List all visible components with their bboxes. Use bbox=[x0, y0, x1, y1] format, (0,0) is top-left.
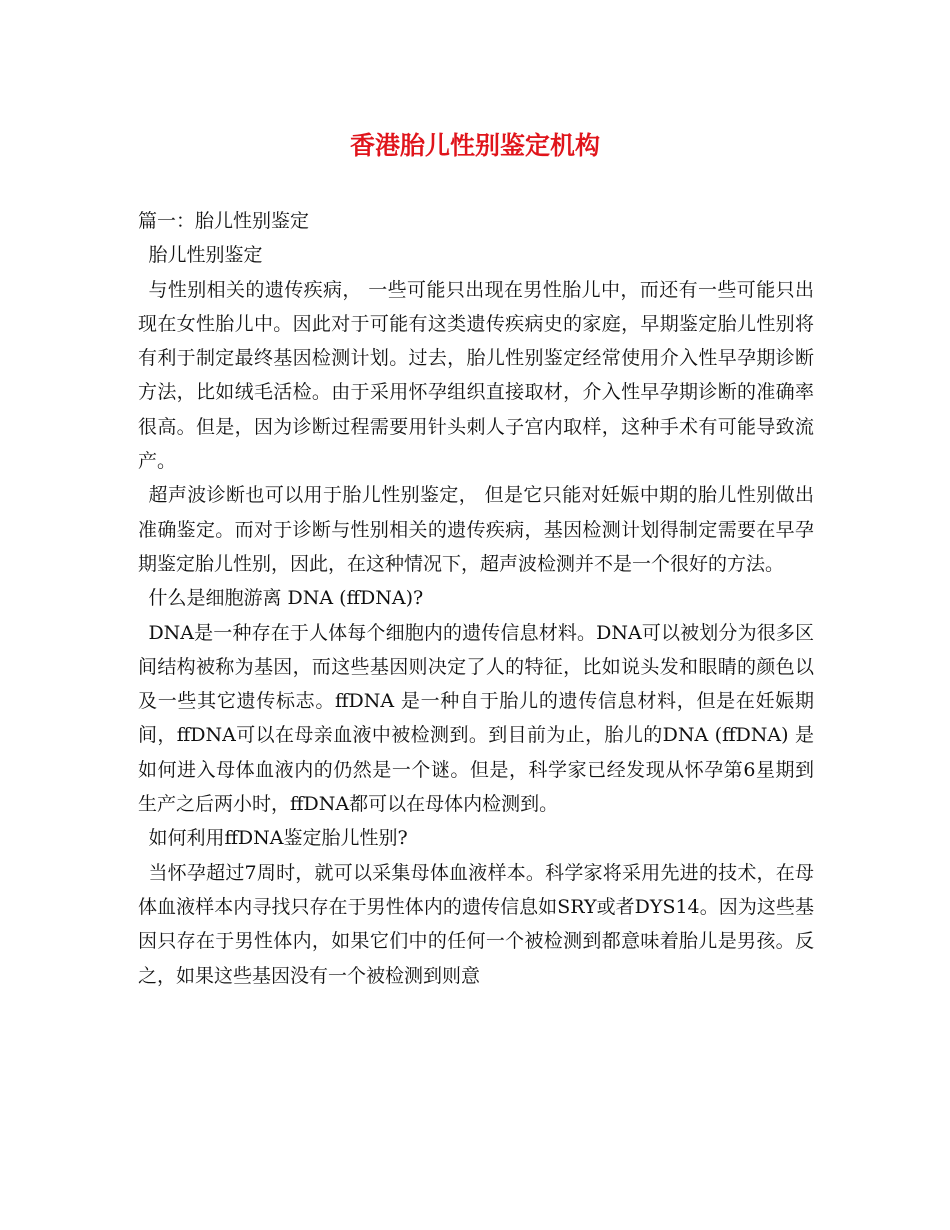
body-paragraph: 当怀孕超过7周时，就可以采集母体血液样本。科学家将采用先进的技术，在母体血液样本内寻找只存在于男性体内的遗传信息如SRY或者DYS14。因为这些基因只存在于男性体内，如果它们中的任何一个被检测到都意味着胎儿是男孩。反之，如果这些基因没有一个被检测到则意 bbox=[138, 861, 814, 987]
body-paragraph: DNA是一种存在于人体每个细胞内的遗传信息材料。DNA可以被划分为很多区间结构被称为基因，而这些基因则决定了人的特征，比如说头发和眼睛的颜色以及一些其它遗传标志。ffDNA 是一种自于胎儿的遗传信息材料，但是在妊娠期间，ffDNA可以在母亲血液中被检测到。到目前为止，胎儿的DNA (ffDNA) 是如何进入母体血液内的仍然是一个谜。但是，科学家已经发现从怀孕第6星期到生产之后两小时，ffDNA都可以在母体内检测到。 bbox=[138, 621, 814, 816]
question-heading: 如何利用ffDNA鉴定胎儿性别? bbox=[148, 827, 408, 850]
document-title: 香港胎儿性别鉴定机构 bbox=[349, 131, 600, 160]
subsection-heading: 胎儿性别鉴定 bbox=[148, 244, 263, 267]
document-body bbox=[138, 204, 814, 993]
question-heading: 什么是细胞游离 DNA (ffDNA)? bbox=[148, 587, 424, 610]
body-paragraph: 与性别相关的遗传疾病， 一些可能只出现在男性胎儿中，而还有一些可能只出现在女性胎儿中。因此对于可能有这类遗传疾病史的家庭，早期鉴定胎儿性别将有利于制定最终基因检测计划。过去，胎儿性别鉴定经常使用介入性早孕期诊断方法，比如绒毛活检。由于采用怀孕组织直接取材，介入性早孕期诊断的准确率很高。但是，因为诊断过程需要用针头刺人子宫内取样，这种手术有可能导致流产。 bbox=[138, 278, 814, 473]
body-paragraph: 超声波诊断也可以用于胎儿性别鉴定， 但是它只能对妊娠中期的胎儿性别做出准确鉴定。而对于诊断与性别相关的遗传疾病，基因检测计划得制定需要在早孕期鉴定胎儿性别，因此，在这种情况下，超声波检测并不是一个很好的方法。 bbox=[138, 484, 814, 575]
section-heading: 篇一：胎儿性别鉴定 bbox=[138, 210, 310, 232]
